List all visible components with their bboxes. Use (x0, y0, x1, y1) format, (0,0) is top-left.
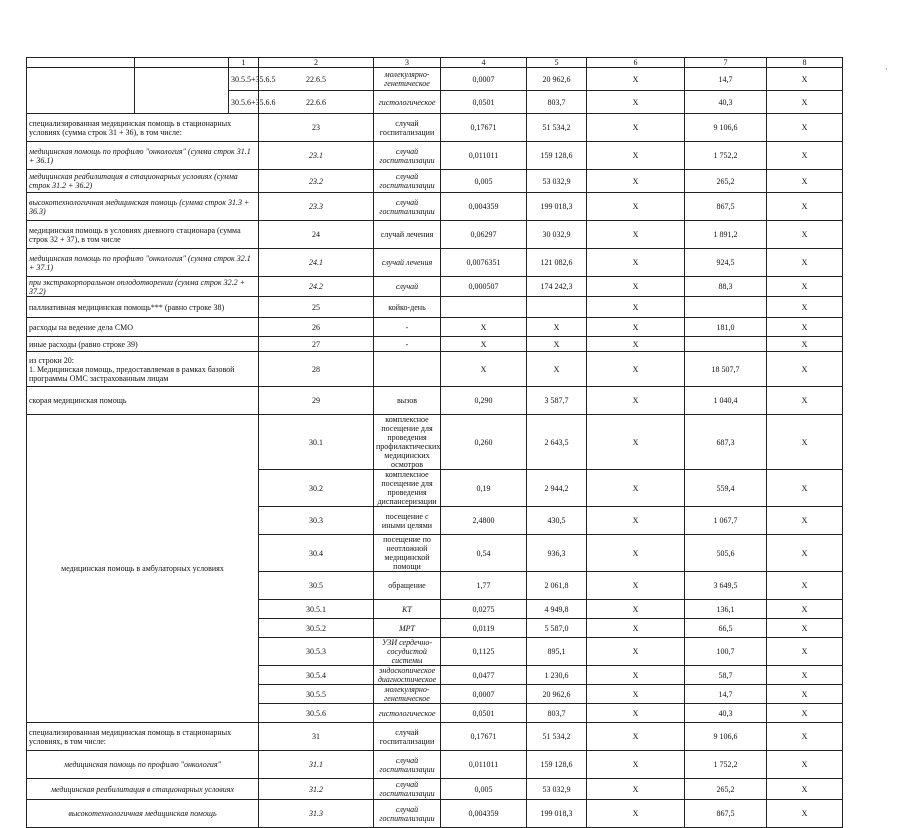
header-cell-blank (135, 58, 229, 68)
value-cell-v4: 159 128,6 (527, 751, 587, 779)
value-cell-v6: 181,0 (685, 318, 767, 337)
unit-cell: случай госпитализации (374, 751, 441, 779)
value-cell-v6 (685, 297, 767, 318)
value-cell-v3: 0,19 (441, 470, 527, 507)
table-row (27, 221, 843, 249)
unit-cell: случай госпитализации (374, 800, 441, 828)
value-cell-v4 (527, 297, 587, 318)
unit-cell: случай госпитализации (374, 142, 441, 170)
value-cell-v4: 2 061,8 (527, 572, 587, 600)
table-row (27, 68, 843, 91)
value-cell-v4: 51 534,2 (527, 114, 587, 142)
value-cell-v7: X (767, 91, 843, 114)
row-name-line: из строки 20: (29, 355, 74, 365)
table-row (27, 170, 843, 193)
value-cell-v3: 0,0501 (441, 91, 527, 114)
value-cell-v3: X (441, 337, 527, 352)
row-number: 30.5.5 (259, 685, 374, 704)
value-cell-v7: X (767, 507, 843, 535)
value-cell-v4: 199 018,3 (527, 800, 587, 828)
value-cell-v5: X (587, 535, 685, 572)
value-cell-v3: 0,005 (441, 170, 527, 193)
value-cell-v5: X (587, 318, 685, 337)
data-table (26, 57, 843, 828)
code-cell: 30.5.6+35.6.6 (229, 91, 259, 114)
value-cell-v5: X (587, 297, 685, 318)
value-cell-v6: 867,5 (685, 800, 767, 828)
value-cell-v6: 1 040,4 (685, 387, 767, 415)
value-cell-v6: 265,2 (685, 779, 767, 800)
row-number: 31 (259, 723, 374, 751)
value-cell-v5: X (587, 415, 685, 470)
value-cell-v5: X (587, 193, 685, 221)
row-name: иные расходы (равно строке 39) (27, 337, 259, 352)
margin-mark: · (885, 64, 888, 74)
row-name: паллиативная медицинская помощь*** (равно строке 38) (27, 297, 259, 318)
row-number: 30.5.6 (259, 704, 374, 723)
value-cell-v5: X (587, 723, 685, 751)
value-cell-v4: 2 643,5 (527, 415, 587, 470)
value-cell-v3: 0,290 (441, 387, 527, 415)
value-cell-v6: 9 106,6 (685, 114, 767, 142)
row-number: 30.5 (259, 572, 374, 600)
value-cell-v3: X (441, 318, 527, 337)
value-cell-v3: 0,1125 (441, 638, 527, 666)
unit-cell: гистологическое (374, 704, 441, 723)
value-cell-v4: 53 032,9 (527, 779, 587, 800)
value-cell-v4: 4 949,8 (527, 600, 587, 619)
value-cell-v5: X (587, 779, 685, 800)
table-row (27, 751, 843, 779)
value-cell-v5: X (587, 507, 685, 535)
row-number: 29 (259, 387, 374, 415)
value-cell-v4: 3 587,7 (527, 387, 587, 415)
unit-cell: случай госпитализации (374, 193, 441, 221)
table-body (27, 58, 843, 828)
value-cell-v6: 136,1 (685, 600, 767, 619)
value-cell-v6: 1 752,2 (685, 142, 767, 170)
code-cell: 30.5.5+35.6.5 (229, 68, 259, 91)
row-name: специализированная медицинская помощь в стационарных условиях, в том числе: (27, 723, 259, 751)
value-cell-v4: X (527, 318, 587, 337)
value-cell-v5: X (587, 572, 685, 600)
value-cell-v4: 895,1 (527, 638, 587, 666)
value-cell-v6: 14,7 (685, 685, 767, 704)
value-cell-v6: 18 507,7 (685, 352, 767, 387)
value-cell-v3: 2,4800 (441, 507, 527, 535)
value-cell-v6: 559,4 (685, 470, 767, 507)
value-cell-v5: X (587, 800, 685, 828)
value-cell-v7: X (767, 193, 843, 221)
value-cell-v3: 1,77 (441, 572, 527, 600)
value-cell-v4: 936,3 (527, 535, 587, 572)
value-cell-v5: X (587, 114, 685, 142)
value-cell-v5: X (587, 170, 685, 193)
blank-cell (27, 68, 135, 114)
value-cell-v5: X (587, 91, 685, 114)
row-name: медицинская помощь по профилю "онкология" (сумма строк 31.1 + 36.1) (27, 142, 259, 170)
value-cell-v6: 924,5 (685, 249, 767, 277)
unit-cell: - (374, 337, 441, 352)
table-row (27, 415, 843, 470)
table-row (27, 337, 843, 352)
value-cell-v7: X (767, 619, 843, 638)
value-cell-v7: X (767, 221, 843, 249)
value-cell-v7: X (767, 572, 843, 600)
row-name-line: 1. Медицинская помощь, предоставляемая в рамках базовой программы ОМС застрахованным лицам (29, 364, 235, 383)
unit-cell: койко-день (374, 297, 441, 318)
value-cell-v3: 0,000507 (441, 277, 527, 297)
value-cell-v6: 88,3 (685, 277, 767, 297)
row-number: 28 (259, 352, 374, 387)
value-cell-v4: 2 944,2 (527, 470, 587, 507)
value-cell-v4: 199 018,3 (527, 193, 587, 221)
value-cell-v7: X (767, 68, 843, 91)
row-number: 23.2 (259, 170, 374, 193)
value-cell-v5: X (587, 666, 685, 685)
value-cell-v5: X (587, 638, 685, 666)
value-cell-v6: 1 891,2 (685, 221, 767, 249)
header-cell: 2 (259, 58, 374, 68)
table-row (27, 387, 843, 415)
unit-cell: вызов (374, 387, 441, 415)
value-cell-v4: X (527, 337, 587, 352)
value-cell-v7: X (767, 249, 843, 277)
table-row (27, 142, 843, 170)
header-cell: 4 (441, 58, 527, 68)
header-cell: 7 (685, 58, 767, 68)
value-cell-v4: 51 534,2 (527, 723, 587, 751)
amb-label: медицинская помощь в амбулаторных условиях (27, 415, 259, 723)
unit-cell: гистологическое (374, 91, 441, 114)
value-cell-v7: X (767, 318, 843, 337)
row-name: высокотехнологичная медицинская помощь (сумма строк 31.3 + 36.3) (27, 193, 259, 221)
value-cell-v7: X (767, 387, 843, 415)
header-cell: 3 (374, 58, 441, 68)
row-number: 30.5.3 (259, 638, 374, 666)
value-cell-v7: X (767, 666, 843, 685)
value-cell-v7: X (767, 297, 843, 318)
blank-cell (135, 68, 229, 114)
value-cell-v3: 0,54 (441, 535, 527, 572)
row-number: 24.2 (259, 277, 374, 297)
row-number: 30.4 (259, 535, 374, 572)
row-number: 22.6.6 (259, 91, 374, 114)
value-cell-v6: 3 649,5 (685, 572, 767, 600)
value-cell-v7: X (767, 337, 843, 352)
row-number: 31.2 (259, 779, 374, 800)
row-number: 31.3 (259, 800, 374, 828)
unit-cell: КТ (374, 600, 441, 619)
row-number: 30.3 (259, 507, 374, 535)
value-cell-v3: 0,004359 (441, 800, 527, 828)
value-cell-v7: X (767, 600, 843, 619)
value-cell-v4: 20 962,6 (527, 685, 587, 704)
value-cell-v3: 0,260 (441, 415, 527, 470)
table-row (27, 800, 843, 828)
value-cell-v4: 159 128,6 (527, 142, 587, 170)
value-cell-v7: X (767, 470, 843, 507)
value-cell-v4: 174 242,3 (527, 277, 587, 297)
row-number: 30.5.2 (259, 619, 374, 638)
header-cell: 5 (527, 58, 587, 68)
row-number: 27 (259, 337, 374, 352)
unit-cell: молекулярно-генетическое (374, 68, 441, 91)
value-cell-v4: 53 032,9 (527, 170, 587, 193)
value-cell-v3: 0,0275 (441, 600, 527, 619)
unit-cell (374, 352, 441, 387)
row-name: медицинская реабилитация в стационарных условиях (сумма строк 31.2 + 36.2) (27, 170, 259, 193)
row-name: при экстракорпоральном оплодотворении (сумма строк 32.2 + 37.2) (27, 277, 259, 297)
value-cell-v7: X (767, 415, 843, 470)
value-cell-v4: 30 032,9 (527, 221, 587, 249)
value-cell-v5: X (587, 337, 685, 352)
value-cell-v6: 265,2 (685, 170, 767, 193)
unit-cell: случай госпитализации (374, 723, 441, 751)
unit-cell: случай лечения (374, 221, 441, 249)
value-cell-v3: 0,011011 (441, 142, 527, 170)
value-cell-v6: 687,3 (685, 415, 767, 470)
unit-cell: комплексное посещение для проведения профилактических медицинских осмотров (374, 415, 441, 470)
table-row (27, 249, 843, 277)
row-name: высокотехнологичная медицинская помощь (27, 800, 259, 828)
value-cell-v7: X (767, 114, 843, 142)
row-name: медицинская помощь в условиях дневного стационара (сумма строк 32 + 37), в том числе (27, 221, 259, 249)
value-cell-v5: X (587, 387, 685, 415)
row-number: 31.1 (259, 751, 374, 779)
value-cell-v5: X (587, 352, 685, 387)
value-cell-v7: X (767, 170, 843, 193)
value-cell-v4: X (527, 352, 587, 387)
value-cell-v6 (685, 337, 767, 352)
unit-cell: эндоскопическое диагностическое (374, 666, 441, 685)
table-row (27, 318, 843, 337)
row-name (27, 352, 259, 387)
value-cell-v3: 0,0477 (441, 666, 527, 685)
row-number: 23 (259, 114, 374, 142)
unit-cell: случай госпитализации (374, 170, 441, 193)
value-cell-v4: 5 587,0 (527, 619, 587, 638)
unit-cell: обращение (374, 572, 441, 600)
value-cell-v5: X (587, 704, 685, 723)
row-name: медицинская помощь по профилю "онкология" (27, 751, 259, 779)
row-name: медицинская помощь по профилю "онкология" (сумма строк 32.1 + 37.1) (27, 249, 259, 277)
value-cell-v6: 1 752,2 (685, 751, 767, 779)
row-name: специализированная медицинская помощь в стационарных условиях (сумма строк 31 + 36), в том числе: (27, 114, 259, 142)
value-cell-v6: 40,3 (685, 91, 767, 114)
value-cell-v7: X (767, 723, 843, 751)
value-cell-v3: 0,005 (441, 779, 527, 800)
row-name: медицинская реабилитация в стационарных условиях (27, 779, 259, 800)
header-row (27, 58, 843, 68)
unit-cell: посещение с иными целями (374, 507, 441, 535)
row-number: 24.1 (259, 249, 374, 277)
value-cell-v5: X (587, 277, 685, 297)
value-cell-v3: 0,0076351 (441, 249, 527, 277)
value-cell-v7: X (767, 751, 843, 779)
value-cell-v6: 867,5 (685, 193, 767, 221)
value-cell-v6: 1 067,7 (685, 507, 767, 535)
row-name: скорая медицинская помощь (27, 387, 259, 415)
value-cell-v3: X (441, 352, 527, 387)
value-cell-v3: 0,0119 (441, 619, 527, 638)
value-cell-v5: X (587, 470, 685, 507)
unit-cell: - (374, 318, 441, 337)
table-row (27, 277, 843, 297)
value-cell-v5: X (587, 600, 685, 619)
unit-cell: МРТ (374, 619, 441, 638)
unit-cell: молекулярно-генетическое (374, 685, 441, 704)
value-cell-v5: X (587, 685, 685, 704)
value-cell-v3: 0,17671 (441, 114, 527, 142)
unit-cell: случай госпитализации (374, 779, 441, 800)
value-cell-v7: X (767, 352, 843, 387)
value-cell-v5: X (587, 221, 685, 249)
row-name: расходы на ведение дела СМО (27, 318, 259, 337)
value-cell-v3: 0,0007 (441, 685, 527, 704)
value-cell-v7: X (767, 277, 843, 297)
value-cell-v3: 0,011011 (441, 751, 527, 779)
value-cell-v3: 0,17671 (441, 723, 527, 751)
value-cell-v4: 803,7 (527, 91, 587, 114)
header-cell: 1 (229, 58, 259, 68)
table-row (27, 779, 843, 800)
value-cell-v6: 9 106,6 (685, 723, 767, 751)
row-number: 23.3 (259, 193, 374, 221)
row-number: 30.5.1 (259, 600, 374, 619)
value-cell-v6: 66,5 (685, 619, 767, 638)
value-cell-v3: 0,004359 (441, 193, 527, 221)
value-cell-v3: 0,0007 (441, 68, 527, 91)
value-cell-v7: X (767, 142, 843, 170)
table-row (27, 193, 843, 221)
row-number: 26 (259, 318, 374, 337)
value-cell-v6: 14,7 (685, 68, 767, 91)
unit-cell: случай госпитализации (374, 114, 441, 142)
value-cell-v7: X (767, 800, 843, 828)
row-number: 24 (259, 221, 374, 249)
value-cell-v7: X (767, 704, 843, 723)
header-cell-blank (27, 58, 135, 68)
value-cell-v6: 40,3 (685, 704, 767, 723)
header-cell: 8 (767, 58, 843, 68)
value-cell-v7: X (767, 685, 843, 704)
header-cell: 6 (587, 58, 685, 68)
value-cell-v3: 0,0501 (441, 704, 527, 723)
value-cell-v5: X (587, 68, 685, 91)
table-row (27, 297, 843, 318)
value-cell-v4: 430,5 (527, 507, 587, 535)
value-cell-v4: 121 082,6 (527, 249, 587, 277)
value-cell-v7: X (767, 779, 843, 800)
unit-cell: случай лечения (374, 249, 441, 277)
value-cell-v3 (441, 297, 527, 318)
value-cell-v4: 20 962,6 (527, 68, 587, 91)
row-number: 30.1 (259, 415, 374, 470)
unit-cell: посещение по неотложной медицинской помощи (374, 535, 441, 572)
row-number: 22.6.5 (259, 68, 374, 91)
row-number: 25 (259, 297, 374, 318)
row-number: 23.1 (259, 142, 374, 170)
value-cell-v5: X (587, 142, 685, 170)
value-cell-v6: 505,6 (685, 535, 767, 572)
unit-cell: комплексное посещение для проведения диспансеризации (374, 470, 441, 507)
table-row (27, 352, 843, 387)
unit-cell: случай (374, 277, 441, 297)
row-number: 30.5.4 (259, 666, 374, 685)
value-cell-v5: X (587, 619, 685, 638)
value-cell-v4: 1 230,6 (527, 666, 587, 685)
value-cell-v5: X (587, 249, 685, 277)
value-cell-v6: 58,7 (685, 666, 767, 685)
unit-cell: УЗИ сердечно-сосудистой системы (374, 638, 441, 666)
table-row (27, 114, 843, 142)
value-cell-v7: X (767, 535, 843, 572)
row-number: 30.2 (259, 470, 374, 507)
value-cell-v4: 803,7 (527, 704, 587, 723)
value-cell-v3: 0,06297 (441, 221, 527, 249)
value-cell-v5: X (587, 751, 685, 779)
value-cell-v7: X (767, 638, 843, 666)
value-cell-v6: 100,7 (685, 638, 767, 666)
table-row (27, 723, 843, 751)
